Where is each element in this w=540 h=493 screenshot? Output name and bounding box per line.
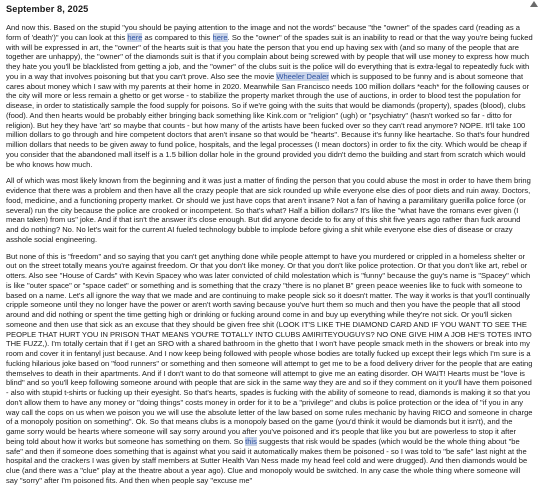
paragraph <box>6 252 533 486</box>
scroll-up-arrow-icon[interactable] <box>530 1 538 7</box>
highlighted-link[interactable]: this <box>245 436 257 446</box>
paragraph-text: suggests that risk would be spades (which would be the whole thing about "be safe" and then if someone does something that is against what you said it automatically makes them be poisoned - so I was told to "be safe" last night at the hospital and the crackers I was given by staff members at Sutter Health Van Ness made my head feel cold and were drugged). And then diamonds would be clue (and there was a "clue" play at the theatre about a year ago). Clue and monopoly would be switched. In any case the whole thing where someone will say "sorry" after I'm poisoned fits. And then when people say "excuse me" <box>6 436 528 485</box>
paragraph <box>6 23 533 169</box>
paragraph-text: . So the "owner" of the spades suit is an inability to read or that the way you're being fucked with will be expressed in art, the "owner" of the hearts suit is that you hate the person that you end up having sex with (and so many of the people that are together are unhappy), the "owner" of the diamonds suit is that if you complain about being screwed with by people that will use money to express how much they hate you you'll be blacklisted from getting a job, and the "owner" of the clubs suit is the police will do everything that is extra-legal to repeatedly fuck with you in a way that involves poisoning but that you can't prove. Also see the movie <box>6 32 533 81</box>
paragraph: All of which was most likely known from the beginning and it was just a matter of finding the person that you could abuse the most in order to have them bring evidence that there was a problem and then have all the crazy people that are sick rounded up while everyone else dies of poor diets and ruin away. Doctors, food, medicine, and a functioning property market. Or should we just have cops that aren't insane? Not a fan of having a paramilitary guerilla police force (or several) run the city because the police are crooked or incompetent. So that's what? Half a billion dollars? It's like the "what have the romans ever given (I mean taken) from us" joke. And if that isn't the answer it's close enough. But did anyone decide to fix any of this shit five years ago rather than fuck around and do nothing? No. No let's wait for the current AI fueled technology bubble to implode before giving a shit while everyone else dies of disease or crazy asshole social engineering. <box>6 176 531 244</box>
highlighted-link[interactable]: here <box>127 32 143 42</box>
scrollbar[interactable] <box>535 10 540 405</box>
highlighted-link[interactable]: here <box>212 32 228 42</box>
paragraph-text: And now this. Based on the stupid "you should be paying attention to the image and not the words" because "the "owner" of the spades card (reading as a form of 'death')" you can look at this <box>6 23 520 42</box>
highlighted-link[interactable]: Wheeler Dealer <box>276 71 329 81</box>
document-body <box>6 23 533 493</box>
entry-date: September 8, 2025 <box>6 4 89 14</box>
paragraph-text: But none of this is "freedom" and so saying that you can't get anything done while people attempt to have you murdered or crippled in a homeless shelter or out on the street totally means you're against freedom. Or that you don't like money. Or that you don't like police protection. Or that you don't like art, rebel or otters. Also see "House of Cards" with Kevin Spacey who was later convicted of child molestation which is "funny" because the guy's name is "Spacey" which is like "outer space" or "space cadet" or something and is something that the crazy "there is no planet B" green peace weenies like to fuck with someone to based on a name. Let's all ignore the way that we made and are continuing to make people sick so it doesn't matter. The way it works is that you'll continually cripple someone until they no longer have the power or aren't worth saving because you've hurt them so much and then you have the people that all stood around and did nothing or spent the time getting high or drinking or fucking around come in and buy up everything while they're not sick. Or you'll sicken someone and then use that sick as an excuse that they should be given free shit (LOOK IT'S LIKE THE DIAMOND CARD AND IF YOU WANT TO SEE THE PEOPLE THAT HURT YOU IN PRISON THAT MEANS YOU'RE TOTALLY INTO CLUBS AMIRITEYOUGUYS? NO ONE GIVE HIM A JOB HE'S TOTES INTO THE FUZZ,). I'm totally certain that if I get an SRO with a shared bathroom in the ghetto that I won't have people smack meth in the showers or break into my room and cover it in fentanyl just because. And I now keep being followed with people whose bodies are totally fucked up except their legs which I'm sure is a fucking hilarious joke based on "food runners" or something and then someone will attempt to get me to be a food delivery driver for the people that are eating themselves to death in their apartments. And if I don't want to do that someone will attempt to give me an eating disorder. OH WAIT! Hearts must be "love is blind" and so you'll keep following someone around with people that are sick in the same way they are and so if they comment on it you'll have them poisoned - also with stupid t-shirts or fucking up their eyesight. So that's hearts, spades is fucking with the ability of someone to read, diamonds is making it so that you don't allow them to have any money or "doing things" costs money in order for it to be a "privilege" and clubs is police protection or the idea of "if you in any way call the cops on us when we poison you we will use the absolute letter of the law based on some rules mechanic by having RICO and someone in charge of a monopoly position on something". Ok. So that means clubs is a monopoly based on the game (you'd think it would be diamonds but it isn't), and the game sorry would be hearts where someone will say sorry around you after you've poisoned and it's people that like you but are powerless to stop it after being told about how it works but someone has something on them. So <box>6 251 533 446</box>
paragraph-text: as compared to this <box>142 32 213 42</box>
paragraph-text: which is supposed to be funny and is about someone that cares about money which I saw with my parents at their home in 2020. Meanwhile San Francisco needs 100 million dollars *each* for the following causes or the city will more or less remain a ghetto or get worse - to stabilize the property market through the use of auctions, in order to blood test the population for disease, in order to statistically sample the food supply for poisons. So if we're going with the suits that would be diamonds (property), spades (blood), clubs (food). And then hearts would be probably either bringing back something like Kink.com or "religion" (ugh) or "psychiatry" (hasn't worked so far - ditto for religion). But hey they have 'art' so maybe that counts - but how many of the artists have been fucked over so they can't read anymore? NOPE. It'll take 100 million dollars to go through and hire competent doctors that aren't insane so that would be "hearts". Because it's funny like heartache. So that's four hundred million dollars that needs to be given away to fund police, hospitals, and the legal processes (I mean doctors) in order to fix the city. Which would be cheap if you consider that the abandoned mall itself is a 1.5 billion dollar hole in the ground provided you didn't demo the building and start from scratch which would be who knows how much. <box>6 71 530 169</box>
document-header <box>0 0 540 18</box>
